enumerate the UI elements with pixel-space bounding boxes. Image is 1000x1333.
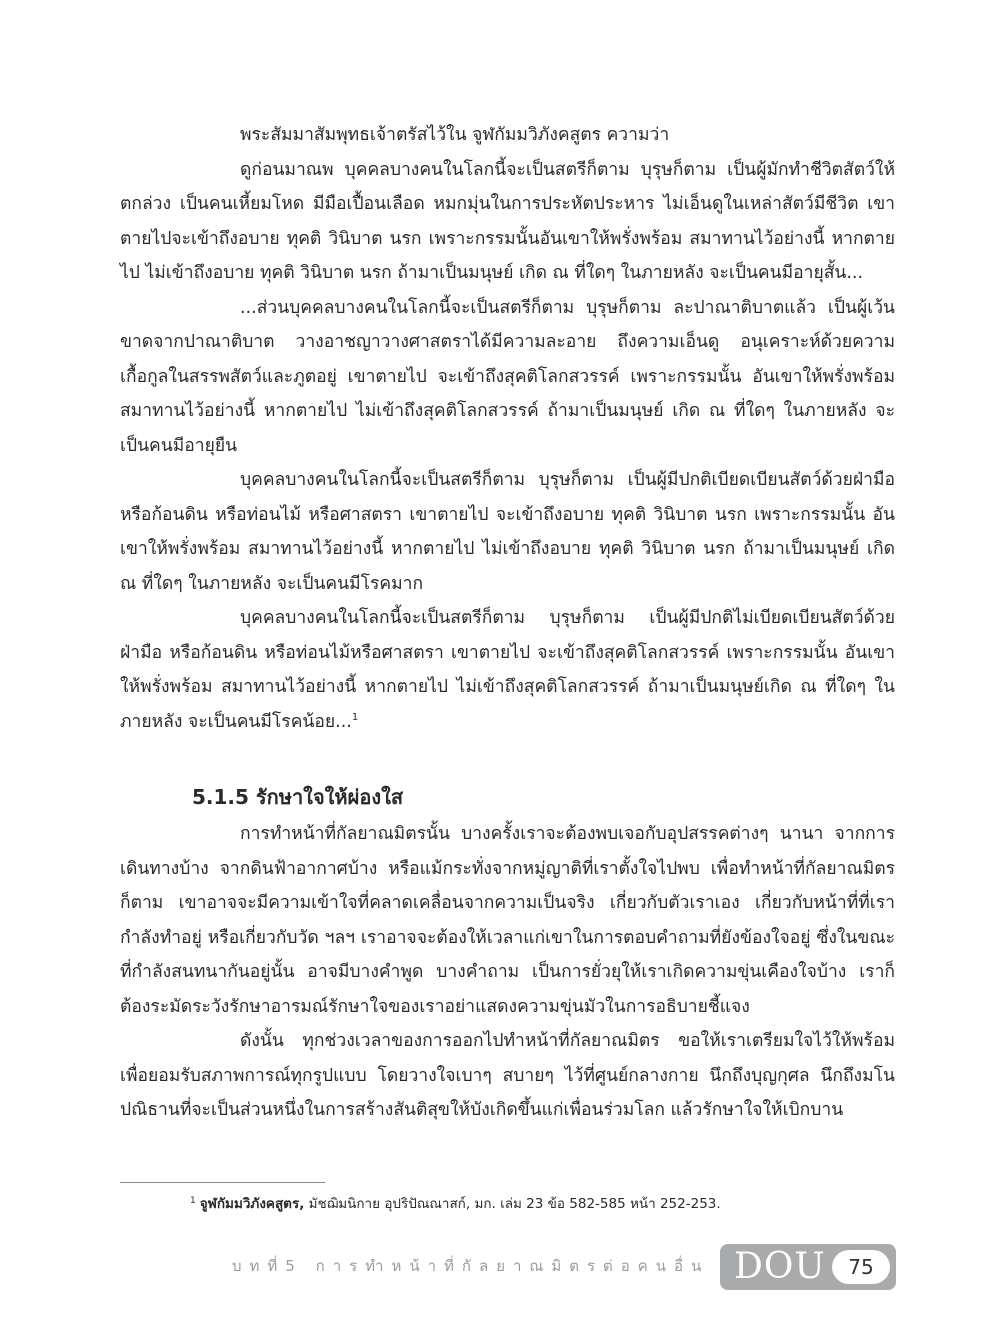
paragraph-sutta-intro: พระสัมมาสัมพุทธเจ้าตรัสไว้ใน จูฬกัมมวิภังคสูตร ความว่า: [240, 125, 670, 145]
footnote: [190, 1192, 890, 1216]
section-heading: 5.1.5 รักษาใจให้ผ่องใส: [192, 785, 404, 809]
dou-logo: DOU: [734, 1246, 826, 1287]
paragraph-sutta-long-life: ...ส่วนบุคคลบางคนในโลกนี้จะเป็นสตรีก็ตาม บุรุษก็ตาม ละปาณาติบาตแล้ว เป็นผู้เว้นขาดจากปาณาติบาต วางอาชญาวางศาสตราได้มีความละอาย ถึงความเอ็นดู อนุเคราะห์ด้วยความเกื้อกูลในสรรพสัตว์และภูตอยู่ เขาตายไป จะเข้าถึงสุคติโลกสวรรค์ เพราะกรรมนั้น อันเขาให้พรั่งพร้อม สมาทานไว้อย่างนี้ หากตายไป ไม่เข้าถึงสุคติโลกสวรรค์ ถ้ามาเป็นมนุษย์ เกิด ณ ที่ใดๆ ในภายหลัง จะเป็นคนมีอายุยืน: [120, 297, 895, 456]
paragraph-sutta-few-illness: [120, 601, 895, 739]
paragraph-sutta-few-illness-text: บุคคลบางคนในโลกนี้จะเป็นสตรีก็ตาม บุรุษก็ตาม เป็นผู้มีปกติไม่เบียดเบียนสัตว์ด้วยฝ่ามือ หรือก้อนดิน หรือท่อนไม้หรือศาสตรา เขาตายไป จะเข้าถึงสุคติโลกสวรรค์ เพราะกรรมนั้น อันเขาให้พรั่งพร้อม สมาทานไว้อย่างนี้ หากตายไป ไม่เข้าถึงสุคติโลกสวรรค์ ถ้ามาเป็นมนุษย์เกิด ณ ที่ใดๆ ในภายหลัง จะเป็นคนมีโรคน้อย...: [120, 608, 895, 732]
footnote-divider: [120, 1182, 325, 1183]
paragraph-sutta-short-life: ดูก่อนมาณพ บุคคลบางคนในโลกนี้จะเป็นสตรีก็ตาม บุรุษก็ตาม เป็นผู้มักทำชีวิตสัตว์ให้ตกล่วง เป็นคนเหี้ยมโหด มีมือเปื้อนเลือด หมกมุ่นในการประหัตประหาร ไม่เอ็นดูในเหล่าสัตว์มีชีวิต เขาตายไปจะเข้าถึงอบาย ทุคติ วินิบาต นรก เพราะกรรมนั้นอันเขาให้พรั่งพร้อม สมาทานไว้อย่างนี้ หากตายไป ไม่เข้าถึงอบาย ทุคติ วินิบาต นรก ถ้ามาเป็นมนุษย์ เกิด ณ ที่ใดๆ ในภายหลัง จะเป็นคนมีอายุสั้น...: [120, 159, 895, 283]
paragraph-prepare-mind: ดังนั้น ทุกช่วงเวลาของการออกไปทำหน้าที่กัลยาณมิตร ขอให้เราเตรียมใจไว้ให้พร้อม เพื่อยอมรับสภาพการณ์ทุกรูปแบบ โดยวางใจเบาๆ สบายๆ ไว้ที่ศูนย์กลางกาย นึกถึงบุญกุศล นึกถึงมโนปณิธานที่จะเป็นส่วนหนึ่งในการสร้างสันติสุขให้บังเกิดขึ้นแก่เพื่อนร่วมโลก แล้วรักษาใจให้เบิกบาน: [120, 1031, 895, 1120]
paragraph-obstacles: การทำหน้าที่กัลยาณมิตรนั้น บางครั้งเราจะต้องพบเจอกับอุปสรรคต่างๆ นานา จากการเดินทางบ้าง จากดินฟ้าอากาศบ้าง หรือแม้กระทั่งจากหมู่ญาติที่เราตั้งใจไปพบ เพื่อทำหน้าที่กัลยาณมิตรก็ตาม เขาอาจจะมีความเข้าใจที่คลาดเคลื่อนจากความเป็นจริง เกี่ยวกับตัวเราเอง เกี่ยวกับหน้าที่ที่เรากำลังทำอยู่ หรือเกี่ยวกับวัด ฯลฯ เราอาจจะต้องให้เวลาแก่เขาในการตอบคำถามที่ยังข้องใจอยู่ ซึ่งในขณะที่กำลังสนทนากันอยู่นั้น อาจมีบางคำพูด บางคำถาม เป็นการยั่วยุให้เราเกิดความขุ่นเคืองใจบ้าง เราก็ต้องระมัดระวังรักษาอารมณ์รักษาใจของเราอย่าแสดงความขุ่นมัวในการอธิบายชี้แจง: [120, 824, 895, 1017]
page-badge: [720, 1244, 896, 1290]
footnote-title: จูฬกัมมวิภังคสูตร,: [199, 1196, 305, 1212]
footer-chapter-label: บทที่5 การทำหน้าที่กัลยาณมิตรต่อคนอื่น: [232, 1257, 710, 1275]
footnote-reference: 1: [351, 711, 359, 723]
page-number: 75: [832, 1250, 890, 1284]
paragraph-sutta-many-illness: บุคคลบางคนในโลกนี้จะเป็นสตรีก็ตาม บุรุษก็ตาม เป็นผู้มีปกติเบียดเบียนสัตว์ด้วยฝ่ามือ หรือก้อนดิน หรือท่อนไม้ หรือศาสตรา เขาตายไป จะเข้าถึงอบาย ทุคติ วินิบาต นรก เพราะกรรมนั้น อันเขาให้พรั่งพร้อม สมาทานไว้อย่างนี้ หากตายไป ไม่เข้าถึงอบาย ทุคติ วินิบาต นรก ถ้ามาเป็นมนุษย์ เกิด ณ ที่ใดๆ ในภายหลัง จะเป็นคนมีโรคมาก: [120, 470, 895, 594]
main-content: [120, 118, 895, 1128]
footnote-marker: 1: [190, 1195, 196, 1206]
footnote-text: มัชฌิมนิกาย อุปริปัณณาสก์, มก. เล่ม 23 ข้อ 582-585 หน้า 252-253.: [304, 1196, 721, 1212]
